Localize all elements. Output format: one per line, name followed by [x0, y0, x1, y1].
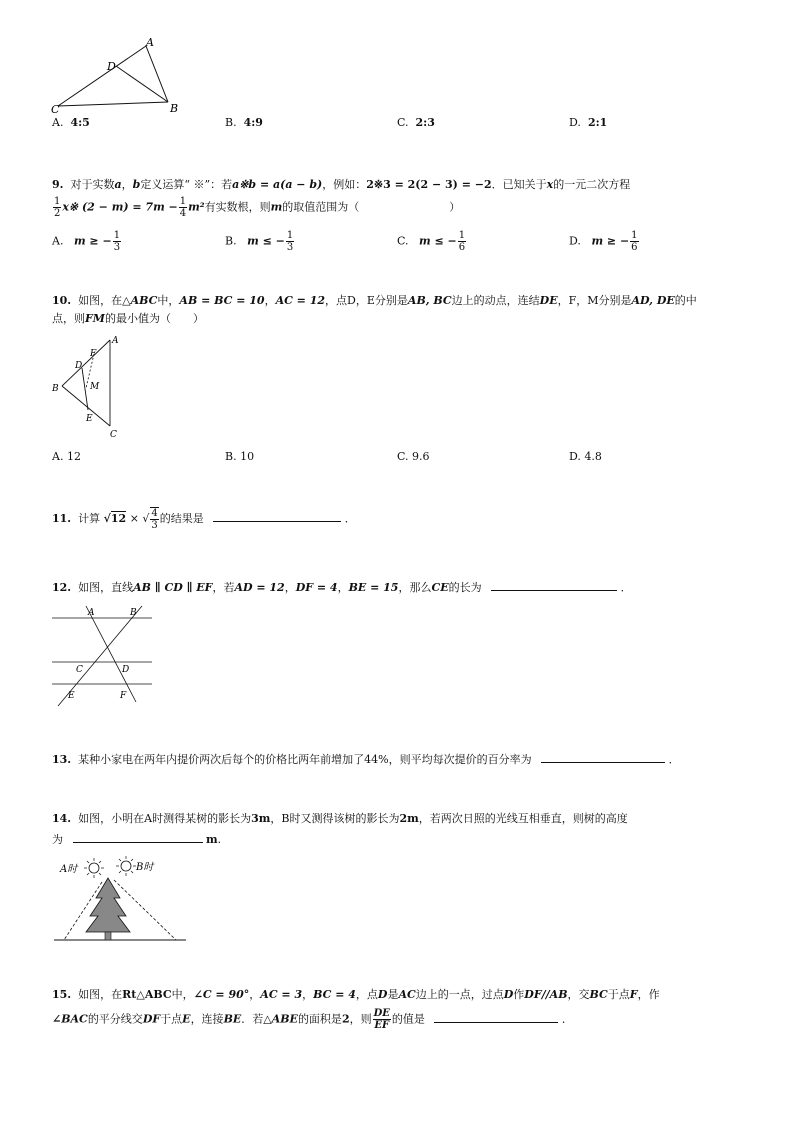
- q8-option-b[interactable]: B. 4:9: [225, 116, 263, 129]
- q10-line2: 点，则FM的最小值为（ ）: [52, 312, 204, 325]
- q12-label-a: A: [88, 608, 95, 618]
- q14-answer-blank[interactable]: [73, 830, 203, 843]
- q13-line: 13. 某种小家电在两年内提价两次后每个的价格比两年前增加了44%，则平均每次提价的百分率为 ．: [52, 750, 680, 768]
- q12-parallel-lines-figure: [50, 604, 156, 708]
- q10-option-b[interactable]: B. 10: [225, 450, 255, 463]
- q12-label-d: D: [122, 665, 130, 675]
- q12-answer-blank[interactable]: [491, 578, 617, 591]
- sqrt-12: √12: [103, 512, 127, 525]
- q8-option-d[interactable]: D. 2:1: [569, 116, 608, 129]
- q10-label-e: E: [86, 414, 93, 424]
- q15-answer-blank[interactable]: [434, 1010, 558, 1023]
- q14-tree-shadow-figure: [50, 852, 190, 944]
- q12-line: 12. 如图，直线AB ∥ CD ∥ EF，若AD = 12，DF = 4，BE = 15，那么CE的长为 ．: [52, 578, 632, 596]
- q10-label-d: D: [75, 361, 83, 371]
- q9-option-a[interactable]: A. m ≥ − $\frac{1}{3}$: [52, 230, 121, 253]
- q14-line2: 为 m.: [52, 830, 221, 848]
- q10-line1: 10. 如图，在△ABC中，AB = BC = 10，AC = 12，点D，E分别是AB, BC边上的动点，连结DE，F，M分别是AD, DE的中: [52, 294, 697, 307]
- q12-label-e: E: [68, 691, 75, 701]
- q10-label-b: B: [52, 384, 59, 394]
- q10-label-c: C: [110, 430, 117, 440]
- q8-option-a[interactable]: A. 4:5: [52, 116, 90, 129]
- q11-line: 11. 计算 √12 × √ $\frac{4}{3}$ 的结果是 ．: [52, 508, 356, 531]
- sun-b-icon: [116, 856, 136, 876]
- q13-answer-blank[interactable]: [541, 750, 665, 763]
- q14-label-b: B时: [136, 862, 154, 873]
- q9-line2: $\frac{1}{2}$ x※ (2 − m) = 7m − $\frac{1}{4}$ m²有实数根，则m的取值范围为（ ）: [54, 196, 461, 219]
- q12-label-f: F: [120, 691, 127, 701]
- q14-label-a: A时: [60, 864, 78, 875]
- q10-option-c[interactable]: C. 9.6: [397, 450, 430, 463]
- q8-triangle-figure: [50, 36, 190, 116]
- q10-label-m: M: [90, 382, 100, 392]
- q8-label-a: A: [146, 36, 154, 49]
- q10-option-d[interactable]: D. 4.8: [569, 450, 602, 463]
- q15-line1: 15. 如图，在Rt△ABC中，∠C = 90°，AC = 3，BC = 4，点D是AC边上的一点，过点D作DF//AB，交BC于点F，作: [52, 988, 660, 1001]
- sqrt-4-3: √ $\frac{4}{3}$: [142, 508, 158, 531]
- q9-line1: 9. 对于实数a，b定义运算“ ※”：若a※b = a(a − b)，例如：2※3 = 2(2 − 3) = −2．已知关于x的一元二次方程: [52, 178, 631, 191]
- q15-line2: ∠BAC的平分线交DF于点E，连接BE．若△ABE的面积是2，则 $\frac{DE}{EF}$ 的值是 ．: [52, 1008, 573, 1031]
- q9-option-b[interactable]: B. m ≤ − $\frac{1}{3}$: [225, 230, 294, 253]
- q8-label-b: B: [170, 102, 179, 115]
- q9-option-c[interactable]: C. m ≤ − $\frac{1}{6}$: [397, 230, 466, 253]
- q11-answer-blank[interactable]: [213, 509, 341, 522]
- q8-option-c[interactable]: C. 2:3: [397, 116, 435, 129]
- q10-triangle-figure: [50, 334, 130, 442]
- tree-icon: [86, 878, 130, 932]
- q10-label-f: F: [90, 349, 97, 359]
- q10-label-a: A: [112, 336, 119, 346]
- q12-label-c: C: [76, 665, 83, 675]
- q9-option-d[interactable]: D. m ≥ − $\frac{1}{6}$: [569, 230, 638, 253]
- q8-label-d: D: [107, 60, 116, 73]
- q14-line1: 14. 如图，小明在A时测得某树的影长为3m，B时又测得该树的影长为2m，若两次日照的光线互相垂直，则树的高度: [52, 812, 628, 825]
- q12-label-b: B: [130, 608, 137, 618]
- sun-a-icon: [84, 858, 104, 878]
- q8-label-c: C: [51, 103, 60, 116]
- q10-option-a[interactable]: A. 12: [52, 450, 81, 463]
